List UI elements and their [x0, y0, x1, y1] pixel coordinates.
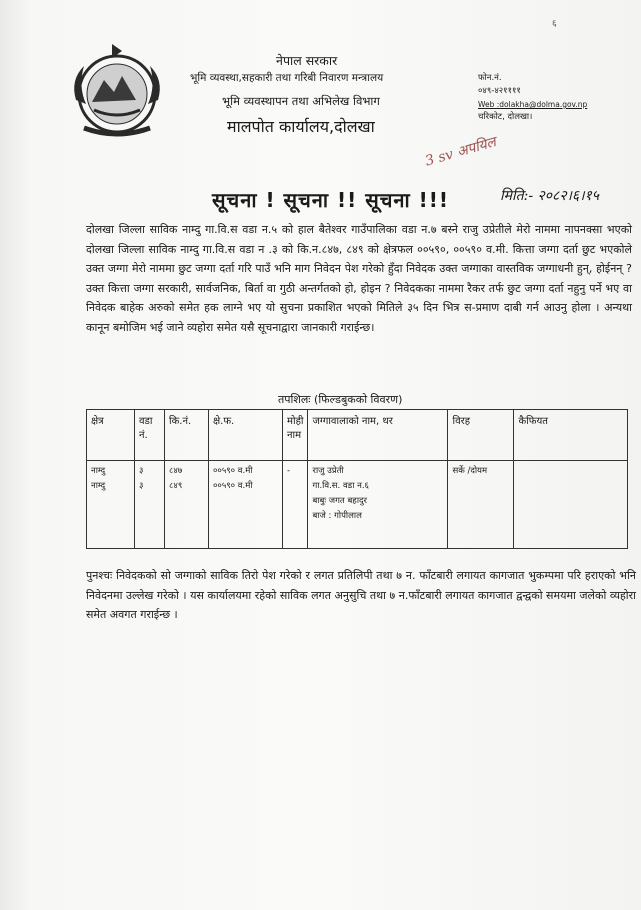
header-office: मालपोत कार्यालय,दोलखा	[227, 117, 375, 136]
cell-ward: ३ ३	[135, 461, 165, 549]
notice-title: सूचना ! सूचना !! सूचना !!!	[212, 188, 450, 212]
phone-number: ०४९-४२११११	[478, 86, 521, 96]
cell-size: ००५९० व.मी ००५९० व.मी	[209, 461, 283, 549]
header-government: नेपाल सरकार	[276, 53, 338, 68]
office-location: चरिकोट, दोलखा।	[478, 112, 533, 122]
postscript: पुनश्चः निवेदकको सो जग्गाको साविक तिरो पेश गरेको र लगत प्रतिलिपी तथा ७ न. फाँटबारी लगायत कागजात भुकम्पमा परि हराएको भनि निवेदनमा उल्लेख गरेको । यस कार्यालयमा रहेको साविक लगत अनुसुचि तथा ७ न.फाँटबारी लगायत कागजात द्वन्द्वको समयमा जलेको व्यहोरा समेत अवगत गराईन्छ ।	[86, 569, 636, 622]
corner-mark: ६	[552, 19, 557, 29]
cell-kitta: ८४७ ८४९	[165, 461, 209, 549]
header-department: भूमि व्यवस्थापन तथा अभिलेख विभाग	[222, 94, 380, 108]
cell-owner: राजु उप्रेती गा.वि.स. वडा न.६ बाबुः जगत बहादुर बाजे : गोपीलाल	[308, 461, 448, 549]
cell-area: नाम्दु नाम्दु	[87, 461, 135, 549]
fieldbook-table	[86, 409, 628, 549]
col-owner: जग्गावालाको नाम, थर	[308, 410, 448, 461]
notice-date: मिति:- २०८२।६।१५	[500, 188, 600, 204]
col-tenant: मोही नाम	[283, 410, 308, 461]
col-ward: वडा नं.	[135, 410, 165, 461]
col-remarks: कैफियत	[514, 410, 628, 461]
cell-remarks	[514, 461, 628, 549]
table-header-row	[87, 410, 628, 461]
phone-label: फोन.नं.	[478, 73, 502, 83]
cell-tenant: -	[283, 461, 308, 549]
col-virah: विरह	[448, 410, 514, 461]
web-address: Web :dolakha@dolma.gov.np	[478, 100, 588, 109]
col-size: क्षे.फ.	[209, 410, 283, 461]
col-area: क्षेत्र	[87, 410, 135, 461]
notice-body: दोलखा जिल्ला साविक नाम्दु गा.वि.स वडा न.५ को हाल बैतेश्वर गाउँपालिका वडा न.७ बस्ने राजु उप्रेतीले मेरो नाममा नापनक्सा भएको दोलखा जिल्ला साविक नाम्दु गा.वि.स वडा न .३ को कि.न.८४७, ८४९ को क्षेत्रफल ००५९०, ००५९० व.मी. कित्ता जग्गा दर्ता छुट भएकोले उक्त जग्गा मेरो नाममा छुट जग्गा दर्ता गरि पाउँ भनि माग निवेदन पेश गरेको हुँदा निवेदक उक्त जग्गाका वास्तविक जग्गाधनी हुन्, होईनन् ? उक्त कित्ता जग्गा सरकारी, सार्वजनिक, बिर्ता वा गुठी अन्तर्गतको हो, होइन ? निवेदकका नाममा रैकर तर्फ छुट जग्गा दर्ता नहुनु पर्ने भए वा निवेदक बाहेक अरुको समेत हक लाग्ने भए यो सुचना प्रकाशित भएको मितिले ३५ दिन भित्र स-प्रमाण दाबी गर्न आउनु होला । अन्यथा कानून बमोजिम भई जाने व्यहोरा समेत यसै सूचनाद्वारा जानकारी गराईन्छ।	[86, 223, 632, 334]
col-kitta: कि.नं.	[165, 410, 209, 461]
table-row	[87, 461, 628, 549]
cell-virah: सर्के /दोयम	[448, 461, 514, 549]
header-ministry: भूमि व्यवस्था,सहकारी तथा गरिबी निवारण मन्त्रालय	[190, 72, 384, 84]
nepal-government-emblem	[64, 40, 170, 140]
table-title: तपशिलः (फिल्डबुकको विवरण)	[278, 393, 403, 406]
signature-stamp: 3 sv अपयिल	[423, 134, 498, 170]
